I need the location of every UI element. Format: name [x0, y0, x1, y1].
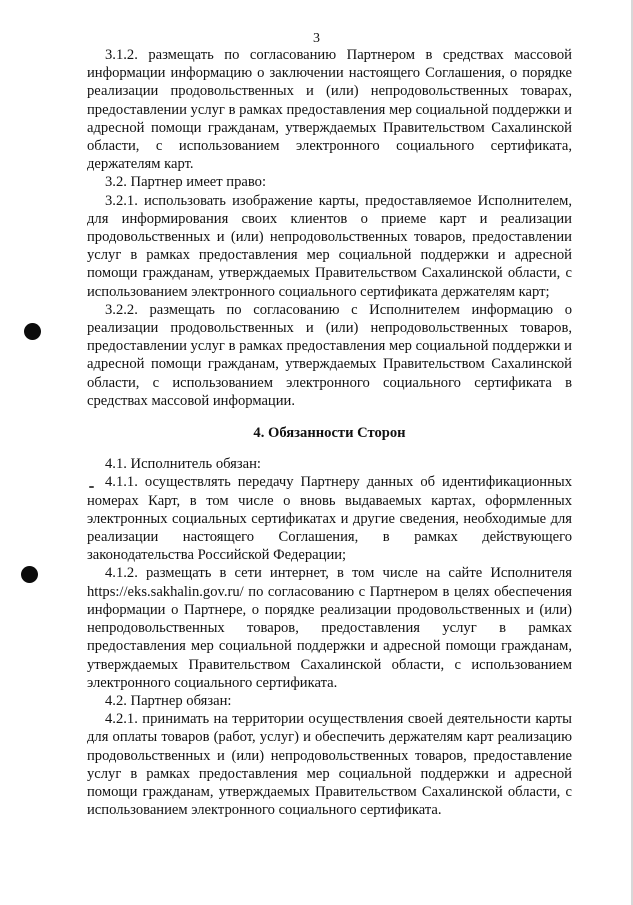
clause-3-2-1: 3.2.1. использовать изображение карты, предоставляемое Исполнителем, для информирования своих клиентов о приеме карт и реализации продовольственных и (или) непродовольственных товаров, предоставлении услуг в рамках предоставления мер социальной поддержки и адресной помощи гражданам, утверждаемых Правительством Сахалинской области, с использованием электронного социального сертификата держателям карт; — [87, 192, 572, 300]
clause-4-2-1: 4.2.1. принимать на территории осуществления своей деятельности карты для оплаты товаров (работ, услуг) и обеспечить держателям карт реализацию продовольственных и (или) непродовольственных товаров, предоставление услуг в рамках предоставления мер социальной поддержки и адресной помощи гражданам, утверждаемых Правительством Сахалинской области, с использованием электронного социального сертификата. — [87, 711, 572, 819]
section-4-heading: 4. Обязанности Сторон — [253, 425, 406, 442]
clause-3-2-2: 3.2.2. размещать по согласованию с Исполнителем информацию о реализации продовольственных и (или) непродовольственных товаров, предоставлении услуг в рамках предоставления мер социальной поддержки и адресной помощи гражданам, утверждаемых Правительством Сахалинской области, с использованием электронного социального сертификата в средствах массовой информации. — [87, 301, 572, 409]
page-number: 3 — [313, 31, 320, 46]
clause-4-1: 4.1. Исполнитель обязан: — [105, 456, 261, 473]
document-body — [87, 46, 572, 819]
clause-4-1-1: 4.1.1. осуществлять передачу Партнеру данных об идентификационных номерах Карт, в том числе о вновь выдаваемых картах, оформленных электронных социальных сертификатах и другие сведения, необходимые для реализации настоящего Соглашения, в рамках действующего законодательства Российской Федерации; — [87, 474, 572, 564]
punch-hole-top — [24, 323, 41, 340]
punch-hole-bottom — [21, 566, 38, 583]
clause-3-1-2: 3.1.2. размещать по согласованию Партнером в средствах массовой информации информацию о заключении настоящего Соглашения, о порядке реализации продовольственных и (или) непродовольственных товарах, предоставлении услуг в рамках предоставления мер социальной поддержки и адресной помощи гражданам, утверждаемых Правительством Сахалинской области, с использованием электронного социального сертификата, держателям карт. — [87, 47, 572, 173]
clause-4-2: 4.2. Партнер обязан: — [105, 692, 232, 709]
clause-3-2: 3.2. Партнер имеет право: — [105, 174, 267, 191]
clause-4-1-2: 4.1.2. размещать в сети интернет, в том числе на сайте Исполнителя https://eks.sakhalin.gov.ru/ по согласованию с Партнером в целях обеспечения информации о Партнере, о порядке реализации продовольственных и (или) непродовольственных товаров, предоставления услуг в рамках предоставления мер социальной поддержки и адресной помощи гражданам, утверждаемых Правительством Сахалинской области, с использованием электронного социального сертификата. — [87, 565, 572, 691]
